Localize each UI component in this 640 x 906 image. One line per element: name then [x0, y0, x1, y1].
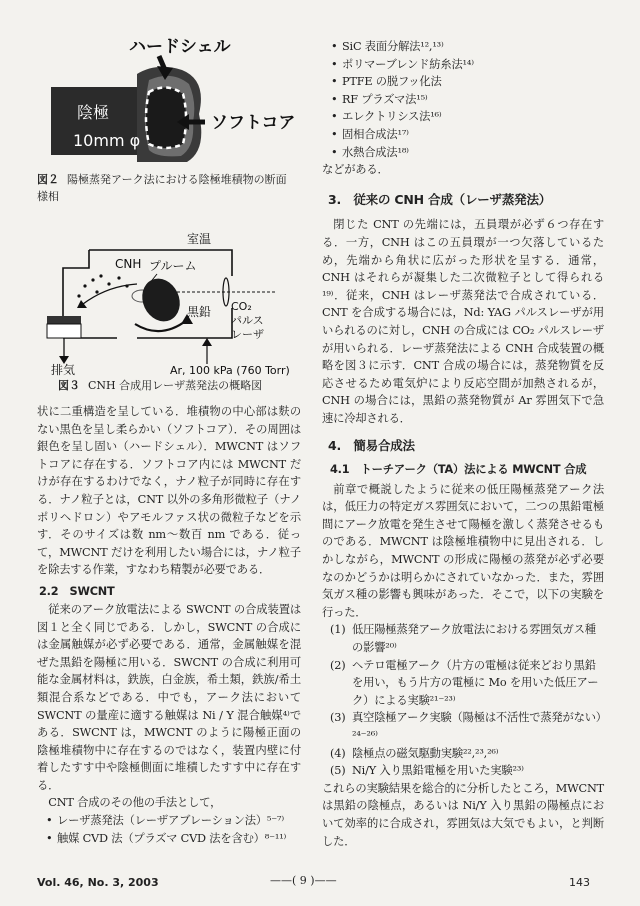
item-number: (2)	[330, 658, 346, 672]
paragraph: CNT 合成のその他の手法として，	[48, 796, 222, 810]
label-pressure: Ar, 100 kPa (760 Torr)	[170, 364, 290, 376]
caption-number: 図２	[37, 173, 59, 186]
figure-2	[37, 22, 297, 162]
section-heading-3: 3. 従来の CNH 合成（レーザ蒸発法）	[328, 191, 552, 207]
label-co2: CO₂	[231, 300, 252, 313]
figure-2-caption	[37, 172, 297, 205]
figure-2-illustration	[37, 22, 297, 162]
figure-3-illustration	[37, 228, 302, 376]
item-number: (1)	[330, 623, 346, 637]
list-item	[330, 745, 604, 763]
section-heading-4: 4. 簡易合成法	[328, 438, 415, 454]
flow-arrow	[83, 284, 137, 304]
list-item: • 固相合成法¹⁷⁾	[328, 126, 604, 144]
label-cnh: CNH	[115, 257, 142, 271]
label-plume: プルーム	[149, 259, 197, 273]
experiment-list	[330, 621, 604, 779]
label-room-temp: 室温	[187, 232, 212, 246]
journal-info: Vol. 46, No. 3, 2003	[37, 876, 159, 889]
item-number: (5)	[330, 764, 346, 778]
paragraph: 従来のアーク放電法による SWCNT の合成装置は図１と全く同じである．しかし，SWCNT の合成には金属触媒が必ず必要である．通常，金属触媒を混ぜた黒鉛を陽極に用いる．SWCNT の合成に利用可能な金属材料は，鉄族，白金族，希土類，鉄族/希土類混合系などである．中でも，アーク法において SWCNT の量産に適する触媒は Ni / Y 混合触媒⁴⁾である．SWCNT は，MWCNT のように陽極正面の陰極堆積物中に存在するのではなく，装置内壁に付着したすす中や陰極側面に堆積したすす中に存在する．	[37, 602, 301, 792]
list-item	[330, 709, 604, 744]
paragraph: 前章で概説したように従来の低圧陽極蒸発アーク法は，低圧力の特定ガス雰囲気において，二つの黒鉛電極間にアーク放電を発生させて陽極を激しく蒸発させるものである．MWCNT は陰極堆積物中に見出される．しかしながら，MWCNT の形成に陽極の蒸発が必ず必要なのかどうかは明らかにされていなかった．また，雰囲気ガス種の影響も興味があった．そこで，以下の実験を行った．	[322, 482, 604, 619]
item-text: 陰極点の磁気駆動実験²²,²³,²⁶⁾	[352, 746, 499, 760]
page-number: 143	[569, 876, 590, 889]
list-item	[330, 657, 604, 710]
list-item	[330, 621, 604, 656]
right-column	[322, 38, 604, 850]
paragraph: 閉じた CNT の先端には，五員環が必ず６つ存在する．一方，CNH はこの五員環が一つ欠落しているため，先端から角状に広がった形状を呈する．通常，CNH はそれらが凝集した二次微粒子として得られる¹⁹⁾．従来，CNH はレーザ蒸発法で合成されている．CNT を合成する場合には，Nd: YAG パルスレーザが用いられるのに対し，CNH の合成には CO₂ パルスレーザが用いられる．レーザ蒸発法による CNH 合成装置の概略を図３に示す．CNT 合成の場合には，蒸発物質を反応させるため電気炉により反応空間が加熱されるが，CNH の場合には，黒鉛の蒸発物質が Ar 雰囲気下で急速に冷却される．	[322, 218, 604, 425]
item-text: Ni/Y 入り黒鉛電極を用いた実験²³⁾	[352, 764, 524, 778]
graphite-target	[135, 272, 186, 327]
list-item: • ポリマーブレンド紡糸法¹⁴⁾	[328, 56, 604, 74]
label-hard-shell: ハードシェル	[129, 37, 231, 57]
paragraph: などがある．	[322, 163, 389, 177]
soft-core-outline	[146, 87, 186, 148]
list-item: • エレクトリシス法¹⁶⁾	[328, 108, 604, 126]
list-item	[330, 762, 604, 780]
item-text: 真空陰極アーク実験（陽極は不活性で蒸発がない）²⁴⁻²⁶⁾	[352, 711, 602, 742]
list-item: • 触媒 CVD 法（プラズマ CVD 法を含む）⁸⁻¹¹⁾	[43, 830, 301, 848]
page-marker: ——( 9 )——	[270, 874, 337, 887]
figure-3-caption	[58, 378, 298, 395]
caption-text: CNH 合成用レーザ蒸発法の概略図	[88, 379, 263, 392]
rotation-arrow	[135, 320, 187, 331]
method-list	[43, 812, 301, 847]
list-item: • 水熱合成法¹⁸⁾	[328, 144, 604, 162]
figure-3	[37, 228, 302, 376]
paragraph: これらの実験結果を総合的に分析したところ，MWCNT は黒鉛の陰極点，あるいは Ni/Y 入り黒鉛の陽極点において効率的に合成され，雰囲気は大気でもよい，と判断した．	[322, 781, 604, 848]
label-soft-core: ソフトコア	[211, 113, 296, 133]
paragraph: 状に二重構造を呈している．堆積物の中心部は麩のない黒色を呈し柔らかい（ソフトコア）．その周囲は銀色を呈し固い（ハードシェル）．MWCNT はソフトコアに存在する．ソフトコア内には MWCNT だけが存在するわけでなく，ナノ粒子が同時に存在する．ナノ粒子とは，CNT 以外の多角形微粒子（ナノポリヘドロン）やアモルファス状の微粒子などを示す．そのサイズは数 nm〜数百 nm である．従って，MWCNT だけを利用したい場合には，ナノ粒子を除去する作業，すなわち精製が必要である．	[37, 405, 301, 577]
item-text: 低圧陽極蒸発アーク放電法における雰囲気ガス種の影響²⁰⁾	[352, 623, 596, 654]
label-diameter: 10mm φ	[73, 131, 141, 150]
item-number: (3)	[330, 711, 346, 725]
method-list	[328, 38, 604, 161]
label-cathode: 陰極	[77, 103, 110, 122]
item-text: ヘテロ電極アーク（片方の電極は従来どおり黒鉛を用い，もう片方の電極に Mo を用いた低圧アーク）による実験²¹⁻²³⁾	[352, 658, 599, 707]
section-heading-2-2: 2.2 SWCNT	[39, 584, 115, 598]
left-column	[37, 403, 301, 847]
caption-text: 陽極蒸発アーク法における陰極堆積物の断面様相	[37, 173, 287, 203]
label-graphite: 黒鉛	[187, 305, 212, 319]
label-exhaust: 排気	[51, 363, 76, 376]
list-item: • SiC 表面分解法¹²,¹³⁾	[328, 38, 604, 56]
list-item: • レーザ蒸発法（レーザアブレーション法）⁵⁻⁷⁾	[43, 812, 301, 830]
list-item: • RF プラズマ法¹⁵⁾	[328, 91, 604, 109]
label-pulse: パルス	[231, 314, 264, 327]
label-laser: レーザ	[231, 328, 264, 341]
filter-housing	[47, 324, 81, 338]
caption-number: 図３	[58, 379, 80, 392]
item-number: (4)	[330, 746, 346, 760]
collection-filter	[47, 316, 81, 324]
section-heading-4-1: 4.1 トーチアーク（TA）法による MWCNT 合成	[330, 463, 587, 477]
list-item: • PTFE の脱フッ化法	[328, 73, 604, 91]
